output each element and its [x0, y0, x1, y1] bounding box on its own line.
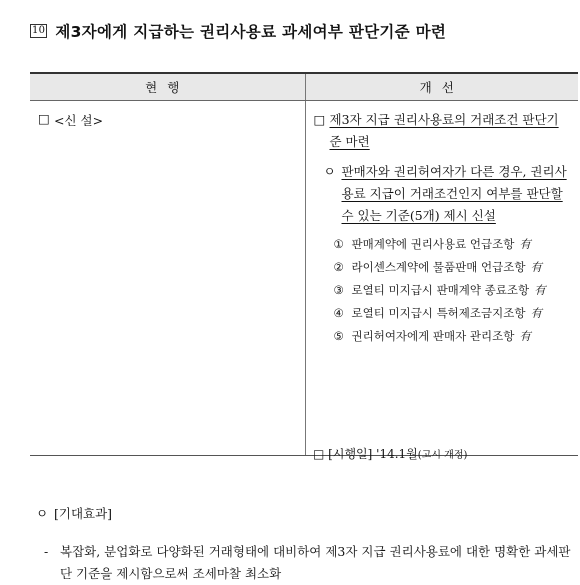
- dash-bullet: -: [44, 544, 49, 559]
- improved-heading: 제3자 지급 권리사용료의 거래조건 판단기준 마련: [329, 112, 559, 149]
- section-title-text: 제3자에게 지급하는 권리사용료 과세여부 판단기준 마련: [55, 23, 447, 41]
- item-text: 권리허여자에게 판매자 관리조항: [351, 329, 515, 343]
- expected-effects-heading: [36, 504, 112, 522]
- item-marker: ①: [333, 237, 344, 251]
- enforcement-value: '14.1월: [376, 447, 418, 461]
- criteria-list: [314, 233, 569, 348]
- enforcement-label: [시행일]: [328, 447, 373, 461]
- header-improved: 개선: [305, 73, 578, 101]
- improved-subtext: 판매자와 권리허여자가 다른 경우, 권리사용료 지급이 거래조건인지 여부를 판단할 수 있는 기준(5개) 제시 신설: [341, 164, 567, 223]
- item-marker: ④: [333, 306, 344, 320]
- current-cell: [30, 101, 305, 456]
- current-text: <신 설>: [54, 113, 104, 128]
- circle-bullet-icon: ㅇ: [323, 164, 336, 179]
- list-item: [334, 233, 569, 256]
- item-marker: ②: [333, 260, 344, 274]
- expected-effects-text: [44, 541, 574, 585]
- effects-heading-text: [기대효과]: [54, 506, 113, 521]
- item-marker: ③: [333, 283, 344, 297]
- enforcement-note: (고시 개정): [417, 450, 468, 461]
- item-suffix: 有: [519, 329, 531, 343]
- item-suffix: 有: [519, 237, 531, 251]
- item-text: 라이센스계약에 물품판매 언급조항: [351, 260, 526, 274]
- checkbox-square-icon: □: [313, 447, 325, 461]
- checkbox-square-icon: □: [38, 111, 50, 126]
- item-marker: ⑤: [333, 329, 344, 343]
- comparison-table: [30, 72, 578, 456]
- improved-cell: [305, 101, 578, 456]
- item-text: 로열티 미지급시 특허제조금지조항: [351, 306, 526, 320]
- list-item: [334, 256, 569, 279]
- section-number: 10: [32, 25, 46, 36]
- item-suffix: 有: [530, 260, 542, 274]
- effects-body: 복잡화, 분업화로 다양화된 거래형태에 대비하여 제3자 지급 권리사용료에 대한 명확한 과세판단 기준을 제시함으로써 조세마찰 최소화: [60, 544, 571, 581]
- checkbox-square-icon: □: [313, 112, 326, 127]
- circle-bullet-icon: ㅇ: [36, 506, 49, 521]
- item-text: 로열티 미지급시 판매계약 종료조항: [351, 283, 530, 297]
- list-item: [334, 302, 569, 325]
- list-item: [334, 325, 569, 348]
- item-text: 판매계약에 권리사용료 언급조항: [351, 237, 515, 251]
- list-item: [334, 279, 569, 302]
- item-suffix: 有: [530, 306, 542, 320]
- section-title: [30, 20, 446, 42]
- header-current: 현행: [30, 73, 305, 101]
- item-suffix: 有: [534, 283, 546, 297]
- enforcement-date: [313, 445, 467, 462]
